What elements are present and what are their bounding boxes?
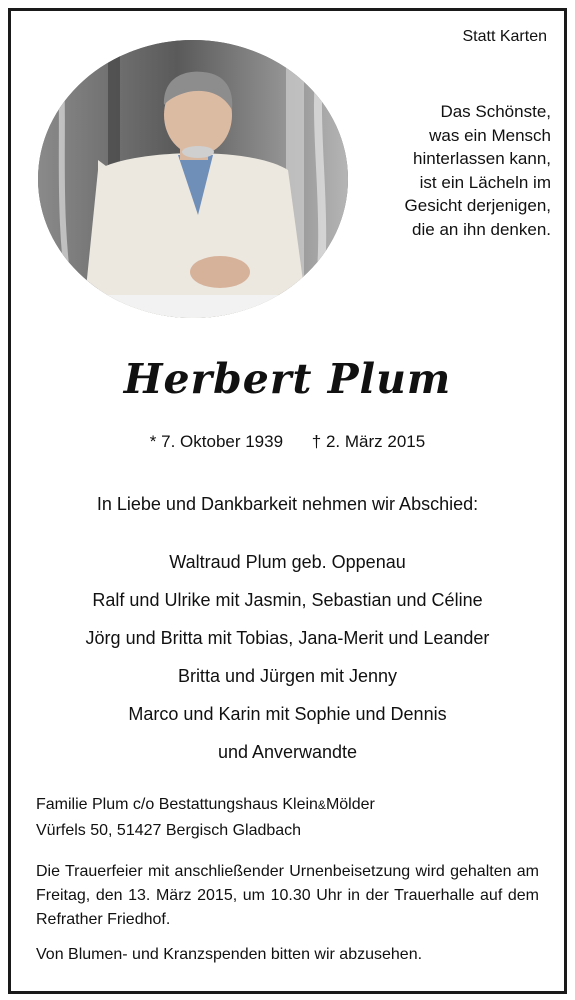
memorial-quote (331, 100, 551, 241)
address-prefix: Familie Plum c/o Bestattungshaus Klein (36, 796, 318, 813)
address-line-1 (36, 792, 375, 818)
service-notice: Die Trauerfeier mit anschließender Urnenbeisetzung wird gehalten am Freitag, den 13. März 2015, um 10.30 Uhr in der Trauerhalle auf dem Refrather Friedhof. (36, 863, 539, 928)
quote-line: ist ein Lächeln im (419, 172, 551, 192)
quote-line: hinterlassen kann, (413, 149, 551, 168)
address-line-2: Vürfels 50, 51427 Bergisch Gladbach (36, 822, 302, 839)
mourner-line: und Anverwandte (217, 742, 358, 762)
flowers-note: Von Blumen- und Kranzspenden bitten wir abzusehen. (36, 946, 423, 963)
life-dates (0, 432, 575, 452)
contact-address (36, 792, 375, 843)
mourner-line: Ralf und Ulrike mit Jasmin, Sebastian und Céline (92, 590, 483, 610)
mourners-list (0, 543, 575, 771)
address-ampersand: & (317, 798, 326, 812)
mourner-line: Marco und Karin mit Sophie und Dennis (128, 704, 447, 724)
statt-karten-label: Statt Karten (462, 28, 547, 45)
mourner-line: Jörg und Britta mit Tobias, Jana-Merit und Leander (85, 628, 490, 648)
quote-line: die an ihn denken. (412, 219, 551, 239)
mourner-line: Britta und Jürgen mit Jenny (177, 666, 398, 686)
mourner-line: Waltraud Plum geb. Oppenau (169, 552, 406, 572)
farewell-intro: In Liebe und Dankbarkeit nehmen wir Abschied: (96, 494, 479, 514)
death-date: † 2. März 2015 (311, 432, 426, 451)
quote-line: was ein Mensch (429, 125, 551, 145)
deceased-name: Herbert Plum (123, 355, 452, 403)
portrait-photo (38, 40, 348, 318)
birth-date: * 7. Oktober 1939 (149, 432, 284, 451)
quote-line: Das Schönste, (440, 102, 551, 121)
quote-line: Gesicht derjenigen, (404, 196, 551, 215)
address-suffix: Mölder (325, 796, 375, 813)
